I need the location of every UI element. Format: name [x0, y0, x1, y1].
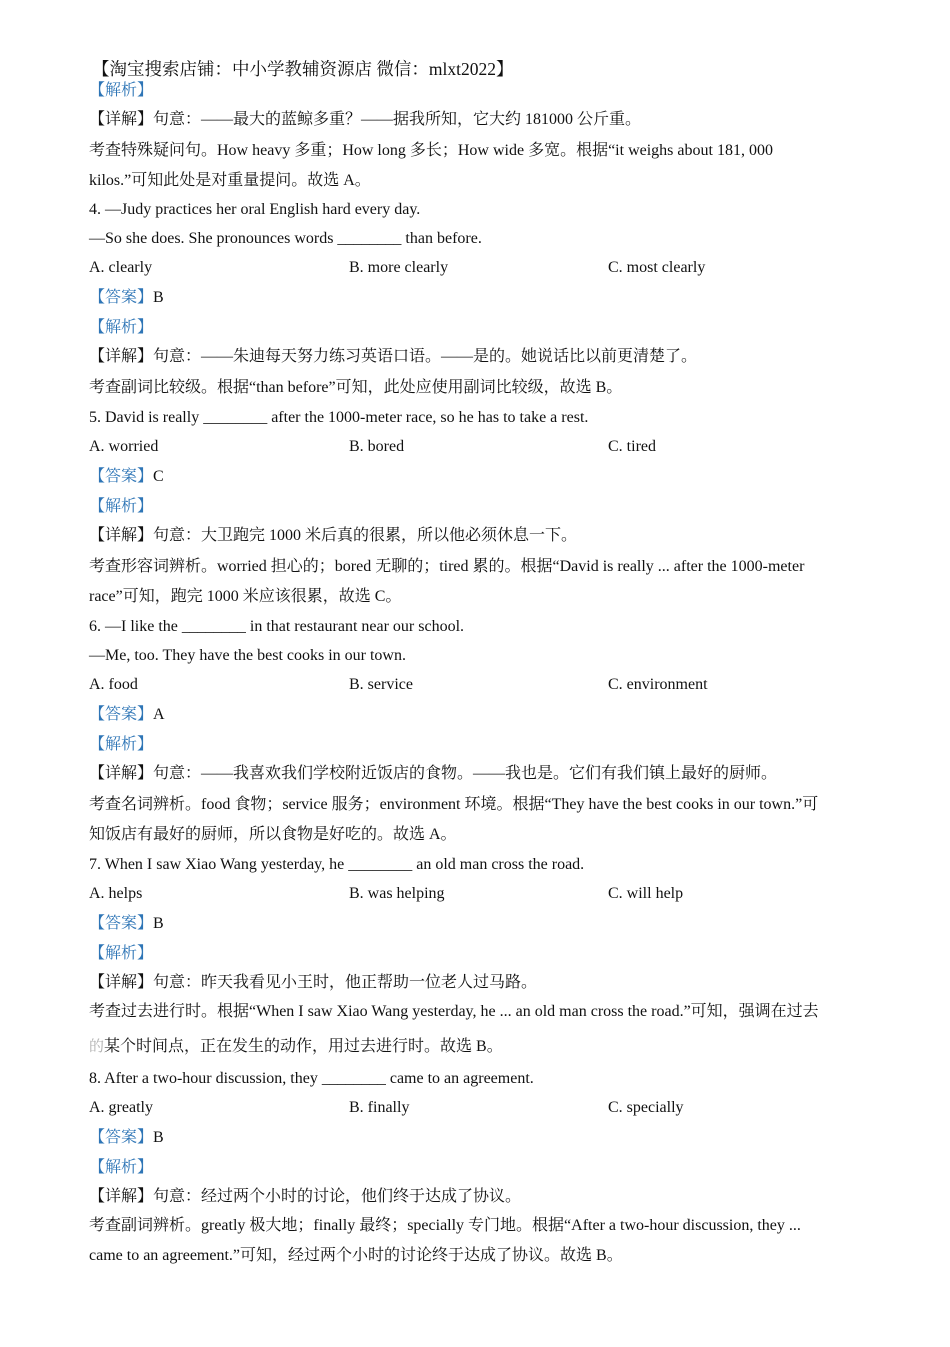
q8-explain-1: 考查副词辨析。greatly 极大地；finally 最终；specially 专门地。根据“After a two-hour discussion, they ... [89, 1217, 801, 1234]
q8-answer-value: B [153, 1129, 164, 1146]
q7-analysis-label: 【解析】 [89, 945, 154, 962]
q7-option-b: B. was helping [349, 885, 445, 902]
q8-question-line-1: 8. After a two-hour discussion, they ________ came to an agreement. [89, 1070, 534, 1087]
q6-answer [89, 704, 165, 726]
q6-explain-2: 知饭店有最好的厨师，所以食物是好吃的。故选 A。 [89, 826, 457, 843]
q8-answer-label: 【答案】 [89, 1129, 154, 1146]
q3-detail: 【详解】句意：——最大的蓝鲸多重？——据我所知，它大约 181000 公斤重。 [89, 111, 642, 128]
q7-answer-label: 【答案】 [89, 915, 154, 932]
q5-option-c: C. tired [608, 438, 656, 455]
q7-explain-2-row [89, 1036, 503, 1058]
q6-question-line-2: —Me, too. They have the best cooks in our town. [89, 647, 406, 664]
q7-faded-stamp: 的 [89, 1039, 105, 1055]
q7-answer [89, 913, 164, 935]
q3-explain-2: kilos.”可知此处是对重量提问。故选 A。 [89, 172, 371, 189]
q8-analysis-label: 【解析】 [89, 1159, 154, 1176]
q8-detail: 【详解】句意：经过两个小时的讨论，他们终于达成了协议。 [89, 1188, 522, 1205]
q4-analysis-label: 【解析】 [89, 319, 154, 336]
q4-answer-label: 【答案】 [89, 289, 154, 306]
q6-explain-1: 考查名词辨析。food 食物；service 服务；environment 环境。根据“They have the best cooks in our town.”可 [89, 796, 819, 813]
q5-question-line-1: 5. David is really ________ after the 1000-meter race, so he has to take a rest. [89, 409, 589, 426]
q8-explain-2: came to an agreement.”可知，经过两个小时的讨论终于达成了协议。故选 B。 [89, 1247, 623, 1264]
q8-answer [89, 1127, 164, 1149]
store-header: 【淘宝搜索店铺：中小学教辅资源店 微信：mlxt2022】 [92, 59, 514, 79]
q7-explain-2: 某个时间点，正在发生的动作，用过去进行时。故选 B。 [104, 1038, 503, 1055]
q4-option-b: B. more clearly [349, 259, 449, 276]
q7-explain-1: 考查过去进行时。根据“When I saw Xiao Wang yesterday, he ... an old man cross the road.”可知，强调在过去 [89, 1003, 819, 1020]
q4-question-line-2: —So she does. She pronounces words ________ than before. [89, 230, 482, 247]
q7-option-a: A. helps [89, 885, 143, 902]
q6-option-a: A. food [89, 676, 138, 693]
q7-detail: 【详解】句意：昨天我看见小王时，他正帮助一位老人过马路。 [89, 974, 538, 991]
q3-analysis-label: 【解析】 [89, 82, 154, 99]
q8-option-b: B. finally [349, 1099, 410, 1116]
q6-answer-label: 【答案】 [89, 706, 154, 723]
q6-detail: 【详解】句意：——我喜欢我们学校附近饭店的食物。——我也是。它们有我们镇上最好的厨师。 [89, 765, 778, 782]
q5-option-a: A. worried [89, 438, 159, 455]
q5-explain-1: 考查形容词辨析。worried 担心的；bored 无聊的；tired 累的。根据“David is really ... after the 1000-meter [89, 558, 805, 575]
q6-answer-value: A [153, 706, 165, 723]
q4-question-line-1: 4. —Judy practices her oral English hard every day. [89, 201, 421, 218]
q4-option-c: C. most clearly [608, 259, 706, 276]
q4-explain-1: 考查副词比较级。根据“than before”可知，此处应使用副词比较级，故选 B。 [89, 379, 623, 396]
q5-answer-value: C [153, 468, 164, 485]
q6-option-c: C. environment [608, 676, 708, 693]
q4-answer-value: B [153, 289, 164, 306]
q7-question-line-1: 7. When I saw Xiao Wang yesterday, he ________ an old man cross the road. [89, 856, 585, 873]
q5-answer-label: 【答案】 [89, 468, 154, 485]
q8-option-a: A. greatly [89, 1099, 153, 1116]
q5-analysis-label: 【解析】 [89, 498, 154, 515]
q4-answer [89, 287, 164, 309]
q5-answer [89, 466, 164, 488]
q8-option-c: C. specially [608, 1099, 684, 1116]
q5-detail: 【详解】句意：大卫跑完 1000 米后真的很累，所以他必须休息一下。 [89, 527, 578, 544]
q6-analysis-label: 【解析】 [89, 736, 154, 753]
q5-explain-2: race”可知，跑完 1000 米应该很累，故选 C。 [89, 588, 402, 605]
q7-answer-value: B [153, 915, 164, 932]
q5-option-b: B. bored [349, 438, 405, 455]
q4-option-a: A. clearly [89, 259, 153, 276]
q6-question-line-1: 6. —I like the ________ in that restaurant near our school. [89, 618, 465, 635]
q7-option-c: C. will help [608, 885, 684, 902]
q4-detail: 【详解】句意：——朱迪每天努力练习英语口语。——是的。她说话比以前更清楚了。 [89, 348, 698, 365]
q6-option-b: B. service [349, 676, 413, 693]
q3-explain-1: 考查特殊疑问句。How heavy 多重；How long 多长；How wide 多宽。根据“it weighs about 181, 000 [89, 142, 773, 159]
